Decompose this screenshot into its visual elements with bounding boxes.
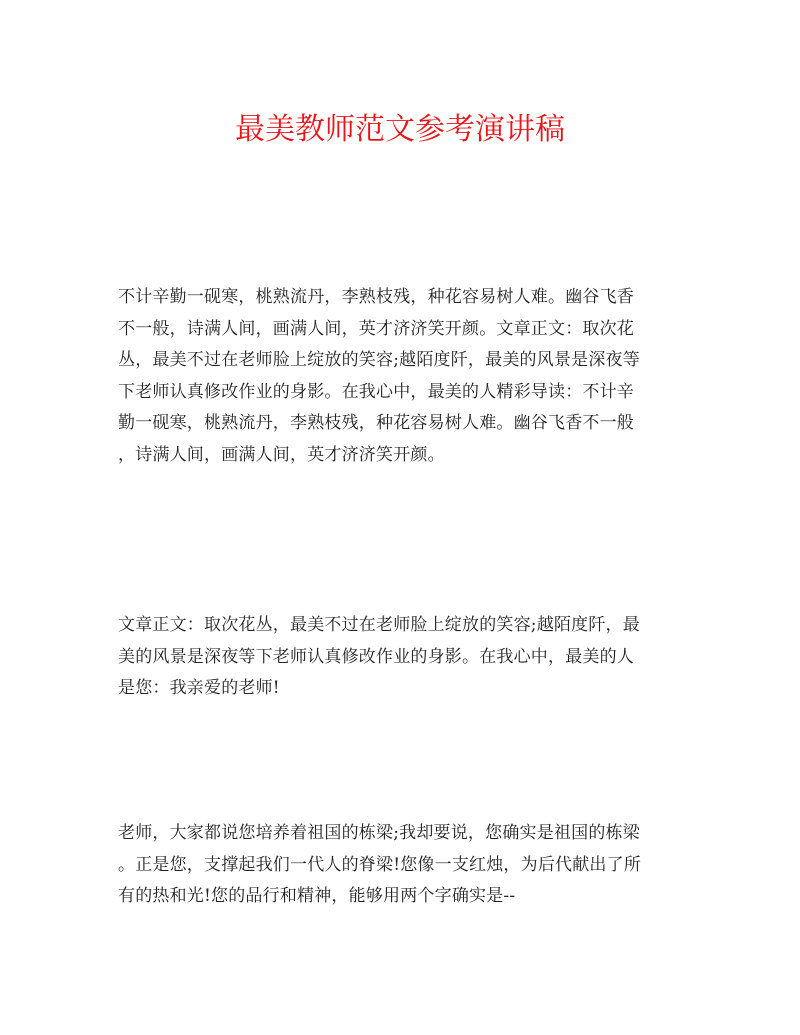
- document-title: 最美教师范文参考演讲稿: [235, 112, 565, 147]
- paragraph-line: 老师，大家都说您培养着祖国的栋梁;我却要说，您确实是祖国的栋梁: [118, 823, 640, 843]
- paragraph-line: 勤一砚寒，桃熟流丹，李熟枝残，种花容易树人难。幽谷飞香不一般: [118, 413, 634, 433]
- paragraph-line: 不计辛勤一砚寒，桃熟流丹，李熟枝残，种花容易树人难。幽谷飞香: [118, 287, 634, 307]
- paragraph-line: 是您：我亲爱的老师!: [118, 678, 280, 698]
- paragraph-line: ，诗满人间，画满人间，英才济济笑开颜。: [118, 444, 445, 465]
- paragraph-line: 不一般，诗满人间，画满人间，英才济济笑开颜。文章正文：取次花: [118, 318, 634, 339]
- paragraph-line: 丛，最美不过在老师脸上绽放的笑容;越陌度阡，最美的风景是深夜等: [118, 350, 640, 370]
- paragraph-2: [118, 610, 688, 705]
- paragraph-3: [118, 818, 688, 913]
- paragraph-line: 美的风景是深夜等下老师认真修改作业的身影。在我心中，最美的人: [118, 646, 634, 667]
- paragraph-line: 有的热和光!您的品行和精神，能够用两个字确实是--: [118, 886, 516, 906]
- paragraph-1: [118, 282, 688, 471]
- paragraph-line: 下老师认真修改作业的身影。在我心中，最美的人精彩导读：不计辛: [118, 381, 634, 402]
- paragraph-line: 文章正文：取次花丛，最美不过在老师脸上绽放的笑容;越陌度阡，最: [118, 615, 640, 635]
- paragraph-line: 。正是您，支撑起我们一代人的脊梁!您像一支红烛，为后代献出了所: [118, 854, 642, 875]
